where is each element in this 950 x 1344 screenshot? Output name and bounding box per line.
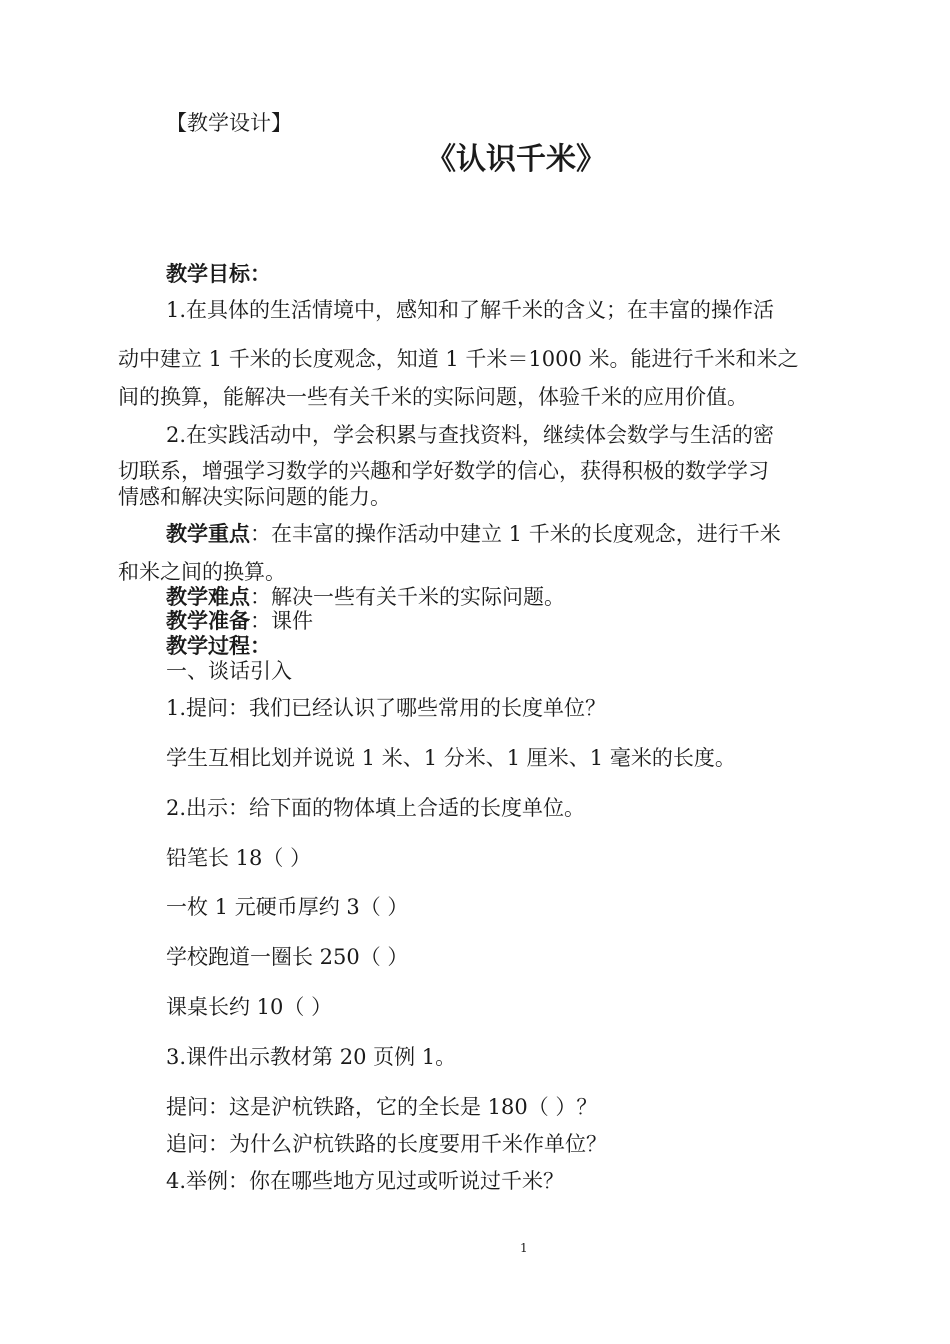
preparation-line: [166, 608, 313, 634]
list-item: 铅笔长 18（ ）: [166, 846, 312, 870]
objective1-line1: 1.在具体的生活情境中，感知和了解千米的含义；在丰富的操作活: [166, 298, 775, 322]
key-point-text: ：在丰富的操作活动中建立 1 千米的长度观念，进行千米: [250, 522, 781, 546]
preparation-label: 教学准备: [166, 608, 250, 633]
list-item: 学校跑道一圈长 250（ ）: [166, 945, 409, 969]
objective2-line1: 2.在实践活动中，学会积累与查找资料，继续体会数学与生活的密: [166, 423, 775, 447]
list-item: 4.举例：你在哪些地方见过或听说过千米？: [166, 1169, 565, 1193]
header-tag: 【教学设计】: [166, 111, 292, 135]
objective1-line3: 间的换算，能解决一些有关千米的实际问题，体验千米的应用价值。: [118, 385, 748, 409]
document-title: 《认识千米》: [426, 142, 606, 177]
page-number: 1: [520, 1241, 528, 1255]
list-item: 3.课件出示教材第 20 页例 1。: [166, 1045, 457, 1069]
objective2-line2: 切联系，增强学习数学的兴趣和学好数学的信心，获得积极的数学学习: [118, 459, 769, 483]
list-item: 追问：为什么沪杭铁路的长度要用千米作单位？: [166, 1132, 607, 1156]
difficulty-text: ：解决一些有关千米的实际问题。: [250, 585, 565, 609]
key-point-label: 教学重点: [166, 521, 250, 546]
section-heading: 一、谈话引入: [166, 659, 292, 683]
objective2-line3: 情感和解决实际问题的能力。: [118, 485, 391, 509]
key-point-line2: 和米之间的换算。: [118, 560, 286, 584]
list-item: 课桌长约 10（ ）: [166, 995, 333, 1019]
list-item: 学生互相比划并说说 1 米、1 分米、1 厘米、1 毫米的长度。: [166, 746, 736, 770]
list-item: 1.提问：我们已经认识了哪些常用的长度单位？: [166, 696, 607, 720]
list-item: 一枚 1 元硬币厚约 3（ ）: [166, 895, 409, 919]
objective1-line2: 动中建立 1 千米的长度观念，知道 1 千米＝1000 米。能进行千米和米之: [118, 347, 799, 371]
key-point-line1: [166, 521, 781, 547]
preparation-text: ：课件: [250, 609, 313, 633]
process-heading: 教学过程：: [166, 633, 271, 658]
difficulty-line: [166, 584, 565, 610]
difficulty-label: 教学难点: [166, 584, 250, 609]
list-item: 提问：这是沪杭铁路，它的全长是 180（ ）？: [166, 1095, 598, 1119]
objectives-heading: 教学目标：: [166, 261, 271, 286]
list-item: 2.出示：给下面的物体填上合适的长度单位。: [166, 796, 586, 820]
